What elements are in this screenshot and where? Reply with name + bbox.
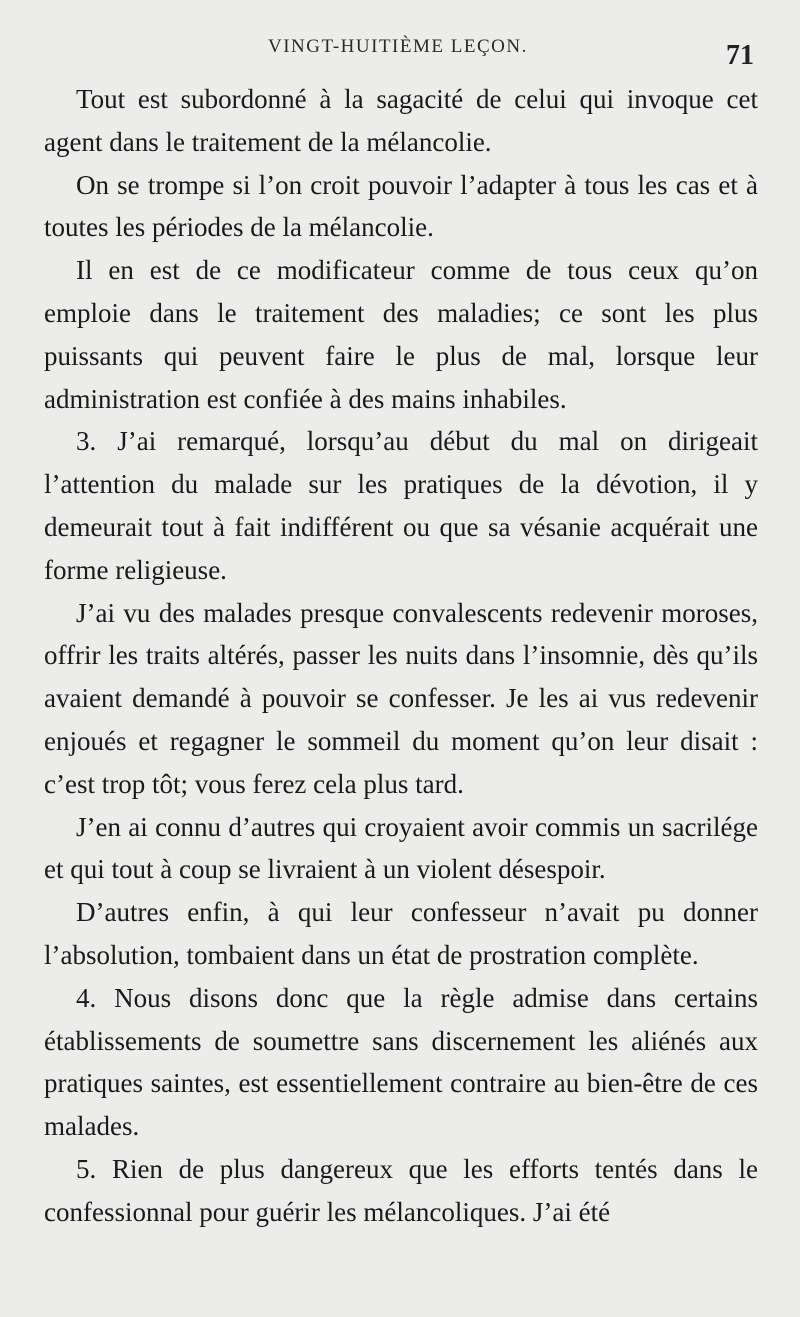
paragraph: Il en est de ce modificateur comme de tous ceux qu’on emploie dans le traitement des maladies; ce sont les plus puissants qui peuvent faire le plus de mal, lorsque leur administration est confiée à des mains inhabiles. <box>44 255 758 414</box>
paragraph: 3. J’ai remarqué, lorsqu’au début du mal on dirigeait l’attention du malade sur les pratiques de la dévotion, il y demeurait tout à fait indifférent ou que sa vésanie acquérait une forme religieuse. <box>44 426 758 585</box>
paragraph: On se trompe si l’on croit pouvoir l’adapter à tous les cas et à toutes les périodes de la mélancolie. <box>44 169 758 243</box>
page-number: 71 <box>726 40 754 71</box>
paragraph: 5. Rien de plus dangereux que les efforts tentés dans le confessionnal pour guérir les mélancoliques. J’ai été <box>44 1153 758 1227</box>
running-title: VINGT-HUITIÈME LEÇON. <box>268 36 528 57</box>
paragraph: 4. Nous disons donc que la règle admise dans certains établissements de soumettre sans discernement les aliénés aux pratiques saintes, est essentiellement contraire au bien-être de ces malades. <box>44 982 758 1142</box>
body-text <box>44 78 758 1234</box>
paragraph: D’autres enfin, à qui leur confesseur n’avait pu donner l’absolution, tombaient dans un état de prostration complète. <box>44 897 758 970</box>
paragraph: Tout est subordonné à la sagacité de celui qui invoque cet agent dans le traitement de la mélancolie. <box>44 84 758 157</box>
paragraph: J’ai vu des malades presque convalescents redevenir moroses, offrir les traits altérés, passer les nuits dans l’insomnie, dès qu’ils avaient demandé à pouvoir se confesser. Je les ai vus redevenir enjoués et regagner le sommeil du moment qu’on leur disait : c’est trop tôt; vous ferez cela plus tard. <box>44 597 758 799</box>
paragraph: J’en ai connu d’autres qui croyaient avoir commis un sacrilége et qui tout à coup se livraient à un violent désespoir. <box>44 811 758 885</box>
